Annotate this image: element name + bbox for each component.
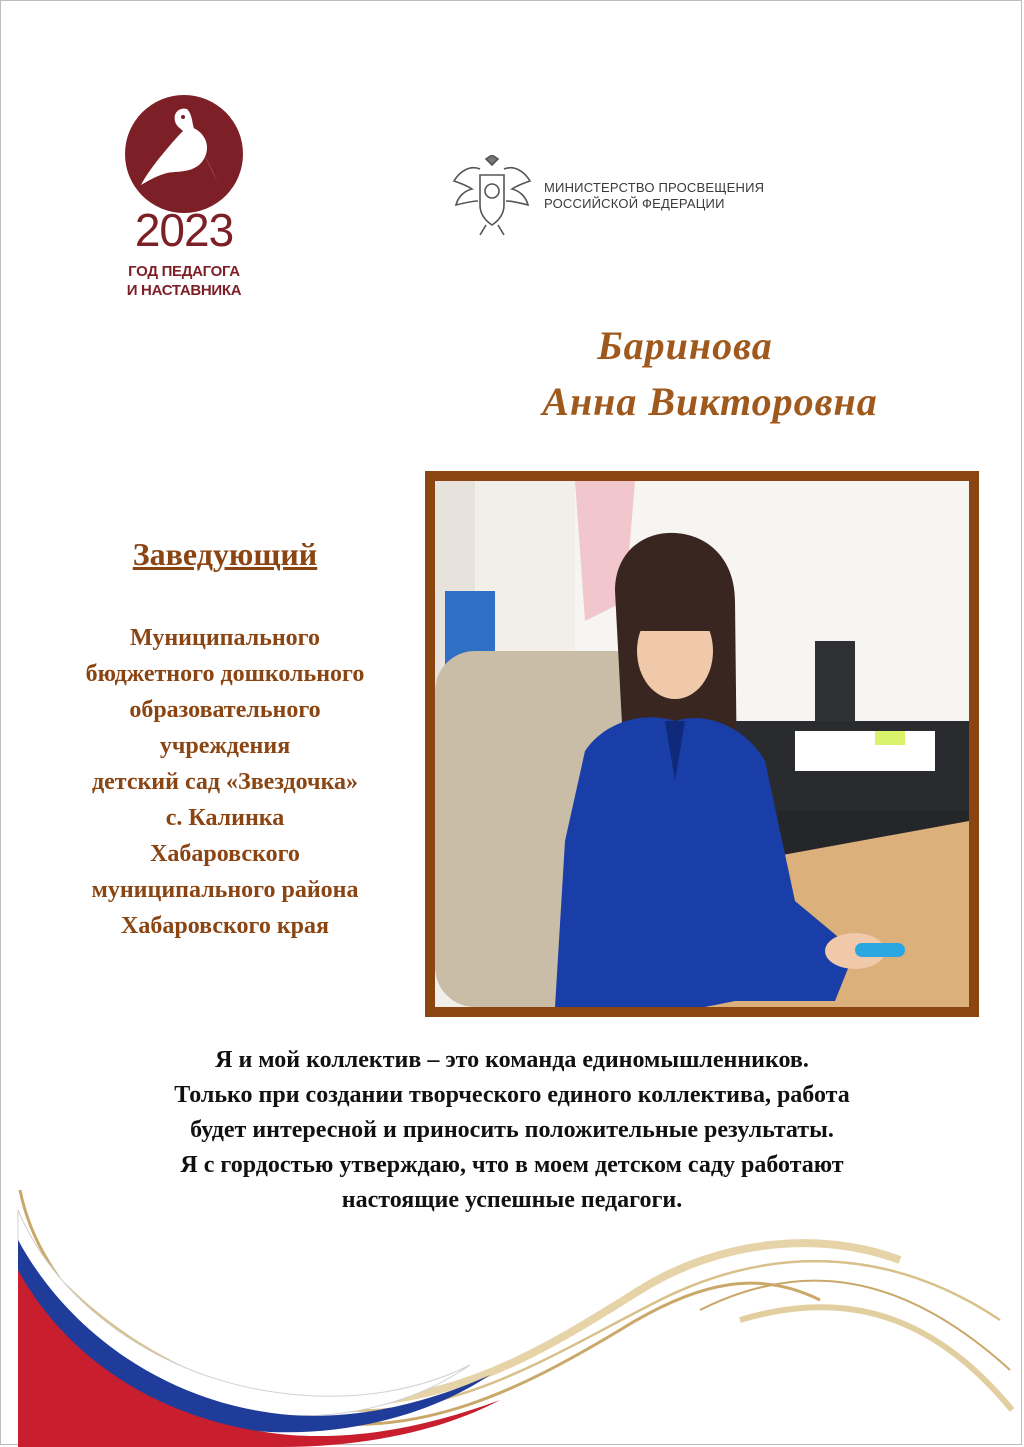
logo-caption-line2: И НАСТАВНИКА	[126, 282, 242, 299]
quote-line: Только при создании творческого единого коллектива, работа	[174, 1082, 850, 1108]
person-surname: Баринова	[597, 323, 773, 368]
organization-line: учреждения	[159, 733, 291, 759]
flag-ribbons-decoration	[0, 1170, 1024, 1447]
eagle-emblem-icon	[450, 155, 534, 237]
person-given-names: Анна Викторовна	[542, 379, 878, 424]
portrait-photo	[435, 481, 969, 1007]
logo-year: 2023	[134, 204, 234, 256]
logo-caption-line1: ГОД ПЕДАГОГА	[128, 263, 240, 280]
quote-line: настоящие успешные педагоги.	[341, 1187, 683, 1213]
organization-line: бюджетного дошкольного	[85, 661, 365, 687]
year-of-teacher-logo	[118, 95, 250, 310]
quote-line: Я с гордостью утверждаю, что в моем детском саду работают	[180, 1152, 844, 1178]
quote-line: будет интересной и приносить положительные результаты.	[190, 1117, 834, 1143]
ministry-name-line2: РОССИЙСКОЙ ФЕДЕРАЦИИ	[544, 196, 725, 211]
organization-line: Хабаровского края	[121, 913, 329, 939]
organization-line: Хабаровского	[150, 841, 300, 867]
ministry-name-line1: МИНИСТЕРСТВО ПРОСВЕЩЕНИЯ	[544, 180, 765, 195]
photo-frame	[425, 471, 979, 1017]
organization-name	[35, 620, 415, 944]
pelican-icon	[125, 95, 243, 213]
organization-line: с. Калинка	[165, 805, 285, 831]
organization-line: Муниципального	[130, 625, 320, 651]
organization-line: муниципального района	[91, 877, 359, 903]
quote-line: Я и мой коллектив – это команда единомышленников.	[215, 1047, 809, 1073]
ministry-logo	[450, 155, 810, 240]
organization-line: образовательного	[129, 697, 321, 723]
organization-line: детский сад «Звездочка»	[91, 769, 359, 795]
position-title: Заведующий	[132, 536, 318, 572]
